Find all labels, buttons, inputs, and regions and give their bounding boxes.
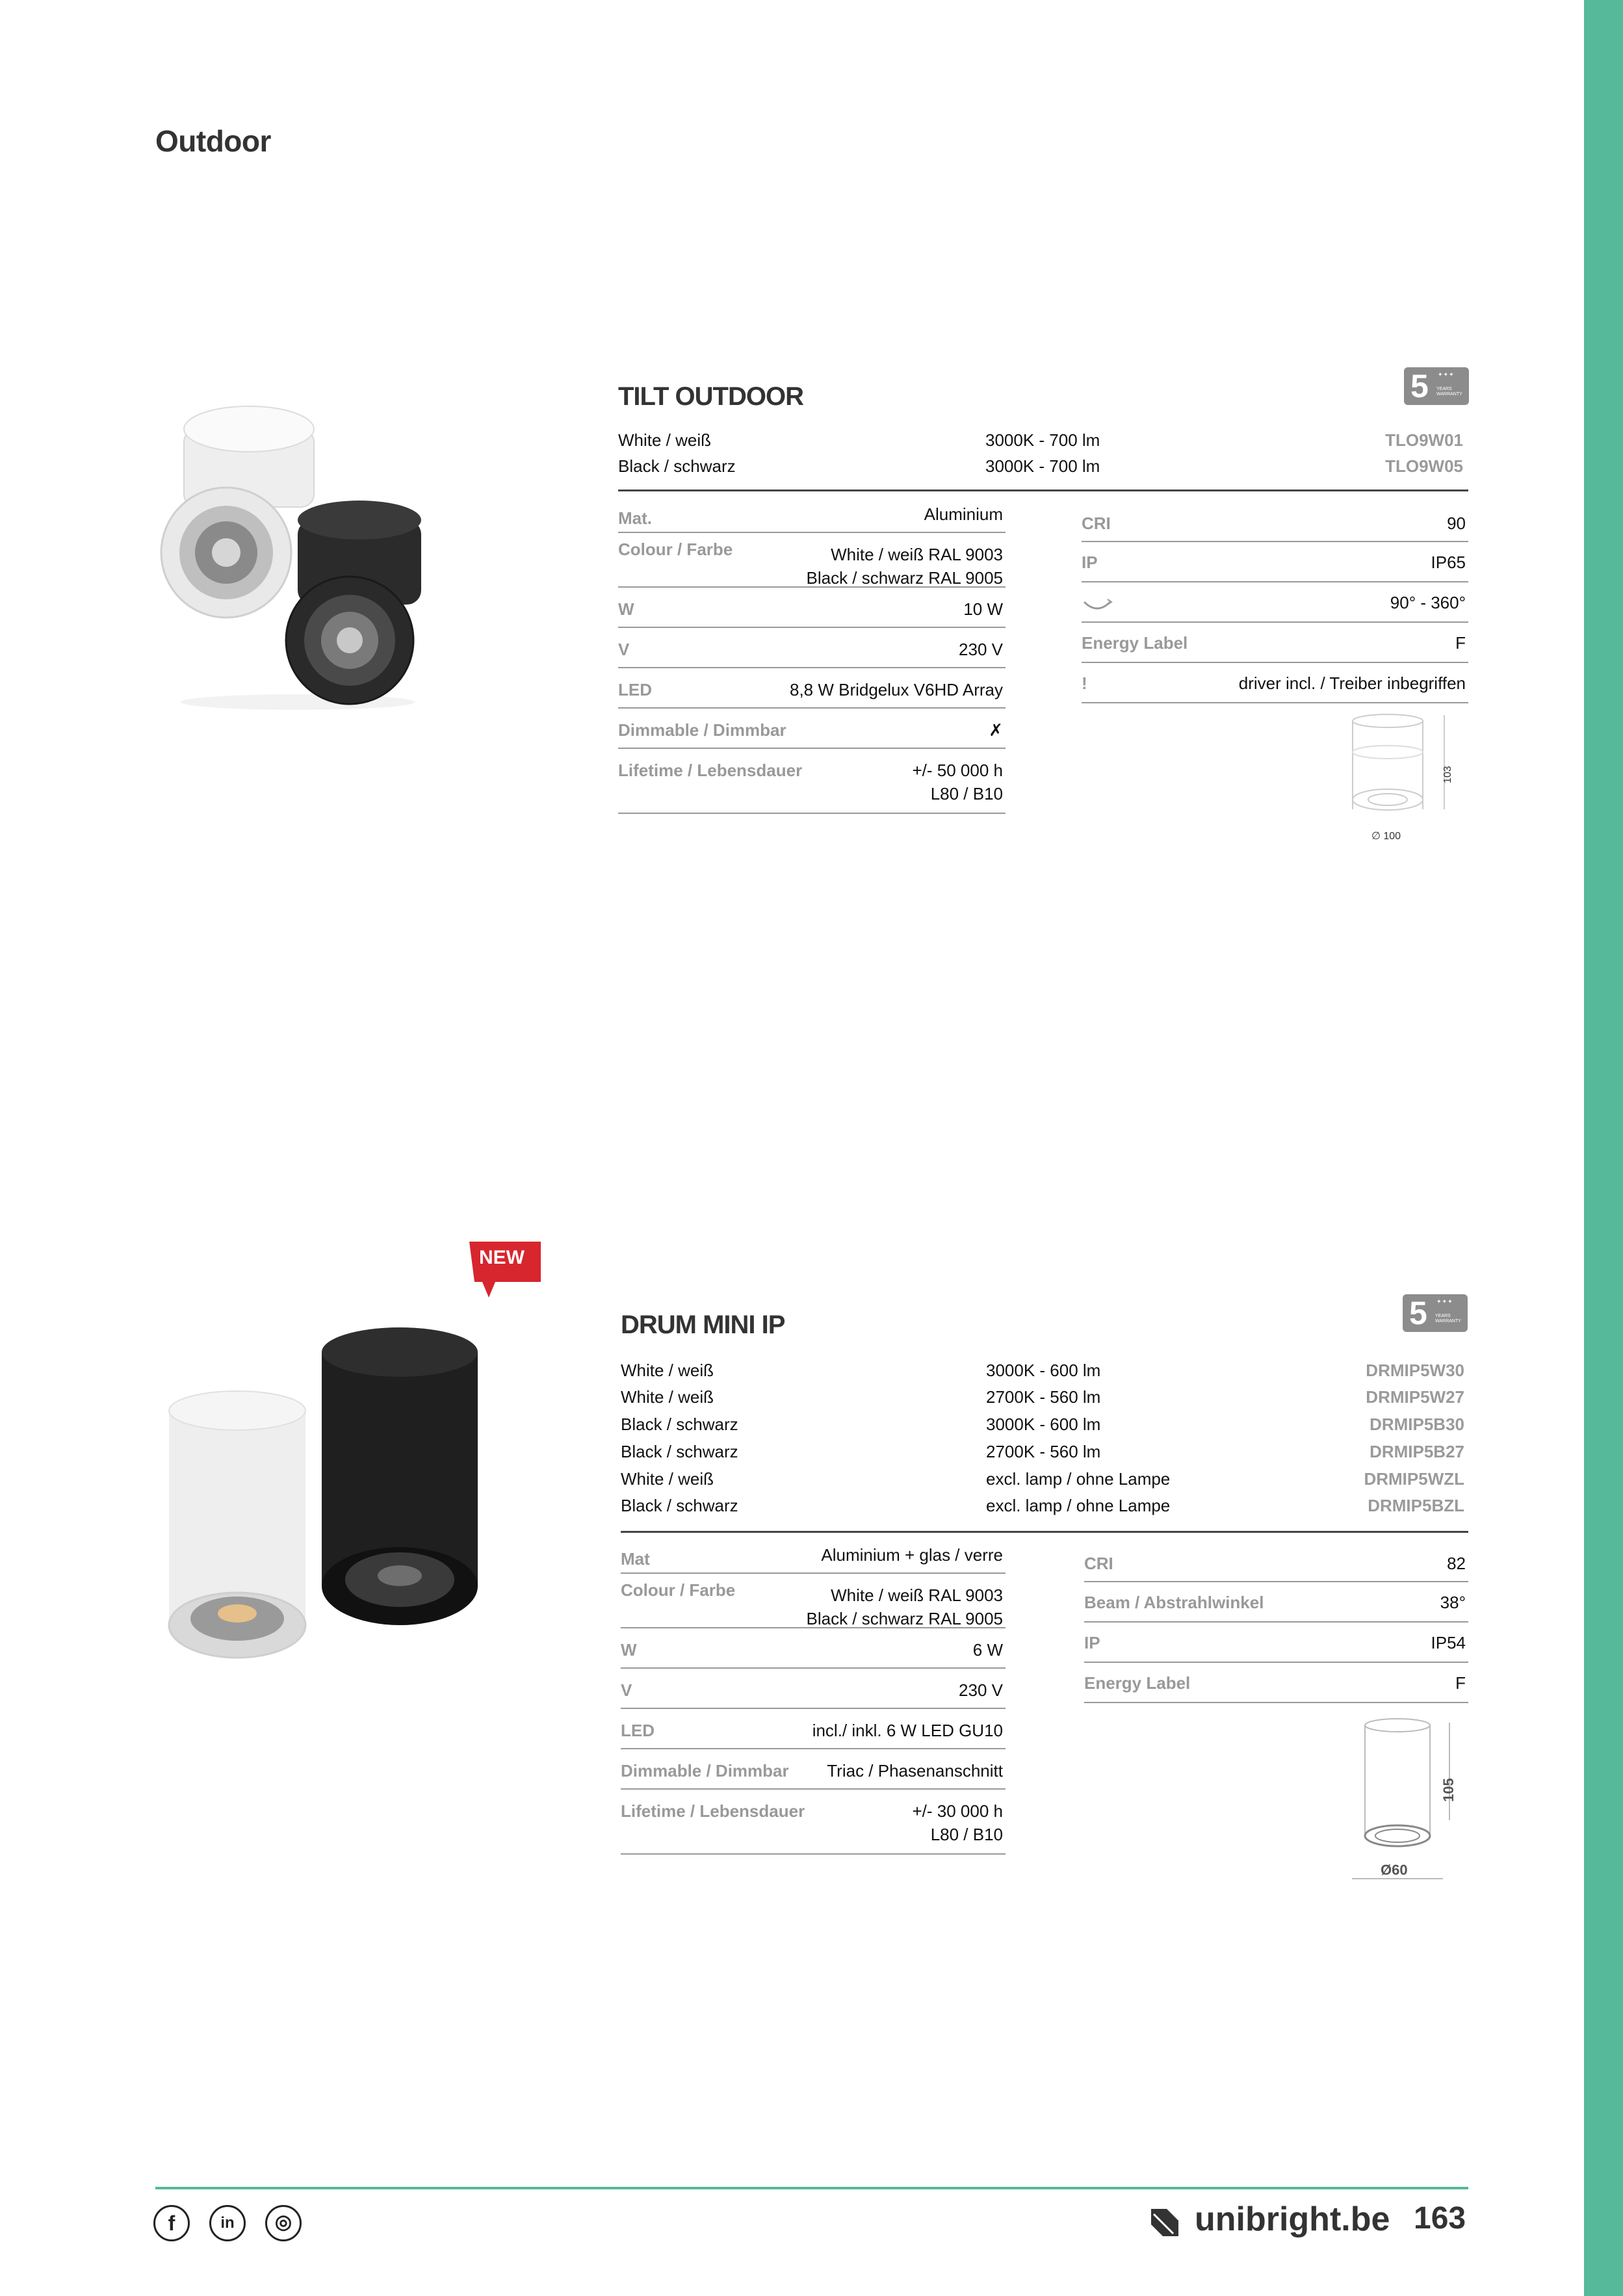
spec-row-driver: ! driver incl. / Treiber inbegriffen xyxy=(1082,663,1468,703)
spec-table-left xyxy=(621,1543,1006,1855)
section-title: Outdoor xyxy=(155,124,271,158)
black-spotlight xyxy=(286,501,421,704)
linkedin-icon[interactable]: in xyxy=(209,2205,246,2241)
side-color-band xyxy=(1584,0,1623,2296)
facebook-icon[interactable]: f xyxy=(153,2205,190,2241)
spec-table-left xyxy=(618,502,1006,814)
spec-row-ip: IP IP54 xyxy=(1084,1623,1468,1663)
spec-row-colour: Colour / Farbe White / weiß RAL 9003 Black / schwarz RAL 9005 xyxy=(621,1574,1006,1628)
warranty-text: YEARS WARRANTY xyxy=(1436,387,1462,397)
variant-row: Black / schwarz 2700K - 560 lm DRMIP5B27 xyxy=(621,1442,1464,1461)
variants-divider xyxy=(621,1531,1468,1533)
variant-row: Black / schwarz 3000K - 600 lm DRMIP5B30 xyxy=(621,1415,1464,1434)
spec-row-cri: CRI 90 xyxy=(1082,507,1468,542)
drum-mini-ip-product-photo xyxy=(156,1313,494,1677)
spec-row-voltage: V 230 V xyxy=(621,1669,1006,1709)
spec-row-rotation: 90° - 360° xyxy=(1082,582,1468,623)
spec-row-energy-label: Energy Label F xyxy=(1084,1663,1468,1703)
tilt-diameter-label: ∅ 100 xyxy=(1371,831,1401,842)
product-title: DRUM MINI IP xyxy=(621,1311,785,1339)
drum-diameter-label: Ø60 xyxy=(1381,1862,1408,1878)
variant-row: White / weiß 3000K - 600 lm DRMIP5W30 xyxy=(621,1361,1464,1380)
page-number: 163 xyxy=(1414,2201,1466,2236)
warranty-years: 5 xyxy=(1409,1295,1427,1331)
spec-row-lifetime: Lifetime / Lebensdauer +/- 30 000 h L80 / B10 xyxy=(621,1790,1006,1855)
spec-row-cri: CRI 82 xyxy=(1084,1547,1468,1582)
spec-row-led: LED incl./ inkl. 6 W LED GU10 xyxy=(621,1709,1006,1749)
spec-row-dimmable: Dimmable / Dimmbar ✗ xyxy=(618,709,1006,749)
spec-row-lifetime: Lifetime / Lebensdauer +/- 50 000 h L80 / B10 xyxy=(618,749,1006,814)
warranty-stars-icon: ✦✦✦ xyxy=(1436,1298,1453,1305)
variant-row: Black / schwarz excl. lamp / ohne Lampe DRMIP5BZL xyxy=(621,1496,1464,1515)
brand-name: unibright.be xyxy=(1195,2200,1390,2238)
new-badge-label: NEW xyxy=(479,1247,525,1268)
spec-row-beam: Beam / Abstrahlwinkel 38° xyxy=(1084,1582,1468,1623)
tilt-outdoor-product-photo xyxy=(148,390,447,715)
spec-row-energy-label: Energy Label F xyxy=(1082,623,1468,663)
spec-row-voltage: V 230 V xyxy=(618,628,1006,668)
variant-row: White / weiß 3000K - 700 lm TLO9W01 xyxy=(618,430,1463,450)
spec-row-material: Mat Aluminium + glas / verre xyxy=(621,1543,1006,1574)
variant-row: Black / schwarz 3000K - 700 lm TLO9W05 xyxy=(618,456,1463,476)
spec-row-ip: IP IP65 xyxy=(1082,542,1468,582)
spec-row-watt: W 10 W xyxy=(618,588,1006,628)
variant-row: White / weiß excl. lamp / ohne Lampe DRMIP5WZL xyxy=(621,1469,1464,1489)
spec-row-led: LED 8,8 W Bridgelux V6HD Array xyxy=(618,668,1006,709)
spec-row-material: Mat. Aluminium xyxy=(618,502,1006,533)
drum-dimension-drawing xyxy=(1352,1716,1469,1885)
warranty-badge xyxy=(1404,367,1469,405)
warranty-years: 5 xyxy=(1410,368,1429,404)
variants-divider xyxy=(618,489,1468,491)
spec-table-right xyxy=(1084,1547,1468,1703)
white-spotlight xyxy=(161,406,314,618)
unibright-logo-icon xyxy=(1151,2209,1178,2236)
product-title: TILT OUTDOOR xyxy=(618,382,803,411)
tilt-dimension-drawing xyxy=(1332,712,1462,848)
white-cylinder xyxy=(169,1391,305,1658)
warranty-badge xyxy=(1403,1294,1468,1332)
rotation-angle-icon xyxy=(1082,598,1113,614)
tilt-height-label: 103 xyxy=(1442,766,1453,783)
warranty-text: YEARS WARRANTY xyxy=(1435,1314,1461,1324)
spec-row-watt: W 6 W xyxy=(621,1628,1006,1669)
footer-divider xyxy=(155,2187,1468,2189)
black-cylinder xyxy=(322,1327,478,1625)
variant-row: White / weiß 2700K - 560 lm DRMIP5W27 xyxy=(621,1387,1464,1407)
warranty-stars-icon: ✦✦✦ xyxy=(1438,371,1455,378)
instagram-icon[interactable]: ◎ xyxy=(265,2205,302,2241)
spec-table-right xyxy=(1082,507,1468,703)
spec-row-dimmable: Dimmable / Dimmbar Triac / Phasenanschnitt xyxy=(621,1749,1006,1790)
drum-height-label: 105 xyxy=(1440,1778,1457,1802)
spec-row-colour: Colour / Farbe White / weiß RAL 9003 Black / schwarz RAL 9005 xyxy=(618,533,1006,588)
